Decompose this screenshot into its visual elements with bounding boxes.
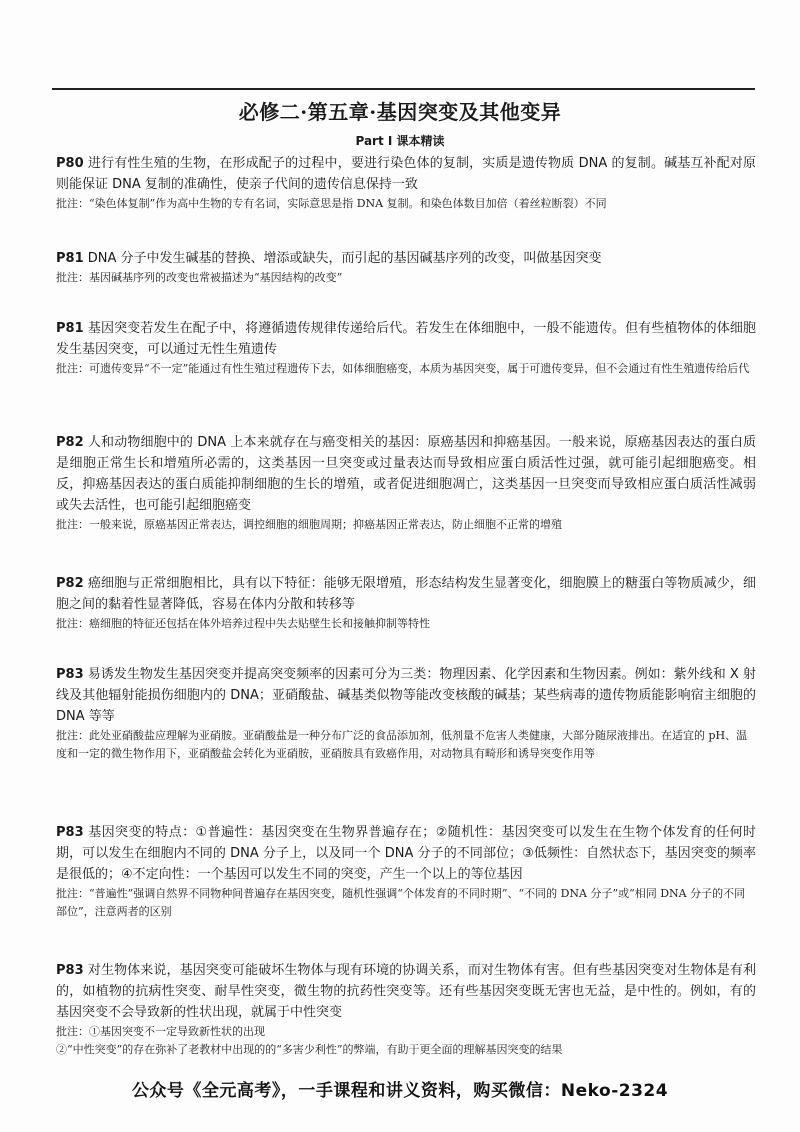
section-body (56, 432, 756, 516)
section-text: 癌细胞与正常细胞相比，具有以下特征：能够无限增殖，形态结构发生显著变化，细胞膜上的糖蛋白等物质减少，细胞之间的黏着性显著降低，容易在体内分散和转移等 (56, 576, 756, 612)
section-text: 人和动物细胞中的 DNA 上本来就存在与癌变相关的基因：原癌基因和抑癌基因。一般来说，原癌基因表达的蛋白质是细胞正常生长和增殖所必需的，这类基因一旦突变或过量表达而导致相应蛋白质活性过强，就可能引起细胞癌变。相反，抑癌基因表达的蛋白质能抑制细胞的生长的增殖，或者促进细胞凋亡，这类基因一旦突变而导致相应蛋白质活性减弱或失去活性，也可能引起细胞癌变 (56, 435, 756, 513)
section-body (56, 960, 756, 1023)
section-text: 对生物体来说，基因突变可能破坏生物体与现有环境的协调关系，而对生物体有害。但有些基因突变对生物体是有利的，如植物的抗病性突变、耐旱性突变，微生物的抗药性突变等。还有些基因突变既无害也无益，是中性的。例如，有的基因突变不会导致新的性状出现，就属于中性突变 (56, 963, 756, 1020)
page-ref: P82 (56, 435, 84, 450)
section-p82-b (56, 573, 756, 633)
section-text: 基因突变的特点：①普遍性：基因突变在生物界普遍存在；②随机性：基因突变可以发生在生物个体发育的任何时期，可以发生在细胞内不同的 DNA 分子上，以及同一个 DNA 分子的不同部位；③低频性：自然状态下，基因突变的频率是很低的；④不定向性：一个基因可以发生不同的突变，产生一个以上的等位基因 (56, 825, 757, 882)
section-note: 批注：可遗传变异“不一定”能通过有性生殖过程遗传下去，如体细胞癌变，本质为基因突变，属于可遗传变异，但不会通过有性生殖遗传给后代 (56, 362, 750, 375)
page-ref: P83 (56, 667, 84, 682)
page-ref: P83 (56, 963, 84, 978)
section-body (56, 664, 756, 727)
section-text: DNA 分子中发生碱基的替换、增添或缺失，而引起的基因碱基序列的改变，叫做基因突变 (87, 251, 602, 266)
section-note: 批注：“染色体复制”作为高中生物的专有名词，实际意思是指 DNA 复制。和染色体数目加倍（着丝粒断裂）不同 (56, 197, 607, 210)
top-rule (52, 88, 755, 90)
section-note-2: ②“中性突变”的存在弥补了老教材中出现的的“多害少利性”的弊端，有助于更全面的理解基因突变的结果 (56, 1043, 563, 1056)
section-text: 基因突变若发生在配子中，将遵循遗传规律传递给后代。若发生在体细胞中，一般不能遗传。但有些植物体的体细胞发生基因突变，可以通过无性生殖遗传 (56, 321, 756, 357)
section-note: 批注：一般来说，原癌基因正常表达，调控细胞的细胞周期；抑癌基因正常表达，防止细胞不正常的增殖 (56, 518, 562, 531)
section-p80 (56, 153, 756, 213)
section-note: 批注：癌细胞的特征还包括在体外培养过程中失去贴壁生长和接触抑制等特性 (56, 617, 430, 630)
section-text: 进行有性生殖的生物，在形成配子的过程中，要进行染色体的复制，实质是遗传物质 DNA 的复制。碱基互补配对原则能保证 DNA 复制的准确性，使亲子代间的遗传信息保持一致 (56, 156, 756, 192)
part-heading: Part I 课本精读 (355, 134, 445, 148)
section-note: 批注：此处亚硝酸盐应理解为亚硝胺。亚硝酸盐是一种分布广泛的食品添加剂，低剂量不危害人类健康，大部分随尿液排出。在适宜的 pH、温度和一定的微生物作用下，亚硝酸盐会转化为亚硝胺，亚硝胺具有致癌作用，对动物具有畸形和诱导突变作用等 (56, 729, 748, 760)
page-ref: P81 (56, 321, 84, 336)
section-text: 易诱发生物发生基因突变并提高突变频率的因素可分为三类：物理因素、化学因素和生物因素。例如：紫外线和 X 射线及其他辐射能损伤细胞内的 DNA；亚硝酸盐、碱基类似物等能改变核酸的碱基；某些病毒的遗传物质能影响宿主细胞的 DNA 等等 (56, 667, 756, 724)
section-p83-a (56, 664, 756, 763)
section-body (56, 822, 756, 885)
section-note: 批注：“普遍性”强调自然界不同物种间普遍存在基因突变，随机性强调“个体发育的不同时期”、“不同的 DNA 分子”或“相同 DNA 分子的不同部位”，注意两者的区别 (56, 887, 746, 918)
section-body (56, 248, 756, 269)
section-body (56, 153, 756, 195)
page-ref: P82 (56, 576, 84, 591)
section-body (56, 573, 756, 615)
section-p81-b (56, 318, 756, 378)
page-title: 必修二·第五章·基因突变及其他变异 (238, 100, 562, 124)
section-note: 批注：基因碱基序列的改变也常被描述为“基因结构的改变” (56, 271, 343, 284)
section-p83-c (56, 960, 756, 1059)
footer-watermark-text: 公众号《全元高考》，一手课程和讲义资料，购买微信：Neko-2324 (131, 1081, 669, 1101)
section-p81-a (56, 248, 756, 287)
section-p82-a (56, 432, 756, 534)
page-ref: P83 (56, 825, 84, 840)
section-note: 批注：①基因突变不一定导致新性状的出现 (56, 1025, 265, 1038)
page-ref: P81 (56, 251, 84, 266)
page-ref: P80 (56, 156, 84, 171)
section-body (56, 318, 756, 360)
section-p83-b (56, 822, 756, 921)
